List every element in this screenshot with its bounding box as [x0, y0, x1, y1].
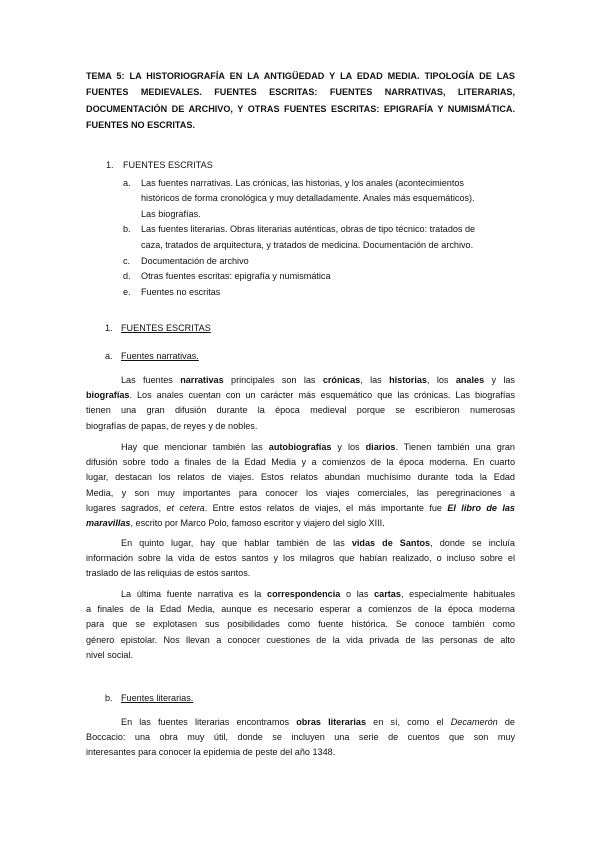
- paragraph-literarias: [86, 715, 515, 761]
- text-run: lugares sagrados,: [86, 502, 167, 513]
- paragraph-line: [86, 501, 515, 516]
- bold-text: correspondencia: [267, 589, 341, 599]
- outline-sub-number: c.: [123, 255, 131, 266]
- text-run: traslado de las reliquias de estos santos.: [86, 568, 251, 579]
- emphasis: [447, 503, 515, 513]
- paragraph-line: [86, 388, 515, 403]
- bold-text: obras literarias: [296, 717, 367, 727]
- paragraph-line: [86, 633, 515, 648]
- section-label: Fuentes narrativas.: [121, 351, 199, 361]
- section-number: 1.: [105, 323, 113, 333]
- text-run: , donde se incluía: [430, 538, 515, 548]
- text-run: interesantes para conocer la epidemia de peste del año 1348.: [86, 747, 336, 758]
- title-line: FUENTES NO ESCRITAS.: [86, 120, 195, 131]
- text-run: género epistolar. Nos llevan a conocer cuestiones de la vida privada de las personas de alto: [86, 634, 515, 645]
- outline-sub-text: Las biografías.: [141, 208, 201, 219]
- paragraph-line: [86, 470, 515, 485]
- text-run: principales son las: [223, 375, 323, 385]
- paragraph-line: [86, 455, 515, 470]
- paragraph-autobiografias: [86, 440, 515, 531]
- outline-sub-number: d.: [123, 271, 131, 282]
- text-run: para que se explotasen sus posibilidades como fuente histórica. Se conoce también como: [86, 619, 515, 630]
- paragraph-line: [86, 373, 515, 388]
- text-run: , los: [426, 375, 456, 385]
- title-line: DOCUMENTACIÓN DE ARCHIVO, Y OTRAS FUENTES ESCRITAS: EPIGRAFÍA Y NUMISMÁTICA.: [86, 103, 515, 114]
- bold-text: biografías: [86, 390, 130, 401]
- outline-sub-number: a.: [123, 178, 131, 188]
- text-run: Media, y son muy importantes para conocer los viajes comerciales, las peregrinaciones a: [86, 487, 515, 498]
- section-number: a.: [105, 351, 113, 361]
- paragraph-line: [86, 648, 515, 663]
- paragraph-line: [86, 617, 515, 632]
- text-run: En las fuentes literarias encontramos: [121, 717, 297, 727]
- paragraph-line: [86, 745, 515, 760]
- text-run: y las: [484, 375, 515, 385]
- paragraph-line: [86, 566, 515, 581]
- paragraph-line: [86, 602, 515, 617]
- text-run: . Los anales cuentan con un carácter más esquemático que las crónicas. Las biografías: [129, 390, 515, 401]
- outline-number: 1.: [106, 160, 114, 170]
- bold-text: historias: [389, 375, 427, 385]
- bold-italic-text: El libro de las: [447, 502, 515, 513]
- text-run: a finales de la Edad Media, aunque es necesario esperar a comienzos de la época moderna: [86, 604, 515, 615]
- text-run: en sí, como el: [366, 717, 451, 727]
- paragraph-line: [86, 551, 515, 566]
- title-line: FUENTES MEDIEVALES. FUENTES ESCRITAS: FUENTES NARRATIVAS, LITERARIAS,: [86, 87, 515, 98]
- paragraph-line: [86, 715, 515, 730]
- title-line: TEMA 5: LA HISTORIOGRAFÍA EN LA ANTIGÜEDAD Y LA EDAD MEDIA. TIPOLOGÍA DE LAS: [86, 71, 515, 81]
- paragraph-line: [86, 730, 515, 745]
- outline-label: FUENTES ESCRITAS: [123, 160, 213, 170]
- outline-sub-text: Fuentes no escritas: [141, 287, 221, 298]
- text-run: . Tienen también una gran: [395, 442, 515, 452]
- emphasis: [86, 518, 131, 528]
- paragraph-line: [86, 587, 515, 602]
- paragraph-correspondencia: [86, 587, 515, 663]
- text-run: tienen una gran difusión durante la época medieval porque se escribieron numerosas: [86, 405, 515, 416]
- text-run: La última fuente narrativa es la: [121, 589, 268, 599]
- outline-sub-text: Las fuentes literarias. Obras literarias auténticas, obras de tipo técnico: tratados de: [141, 224, 476, 235]
- paragraph-line: [86, 486, 515, 501]
- section-label: FUENTES ESCRITAS: [121, 323, 211, 333]
- paragraph-line: [86, 440, 515, 455]
- outline-sub-text: Las fuentes narrativas. Las crónicas, las historias, y los anales (acontecimientos: [141, 178, 464, 188]
- text-run: , escrito por Marco Polo, famoso escritor y viajero del siglo XIII.: [130, 518, 385, 529]
- text-run: , las: [360, 375, 390, 385]
- outline-sub-text: Documentación de archivo: [141, 255, 249, 266]
- italic-text: et cetera: [166, 502, 205, 513]
- paragraph-vidas-santos: [86, 536, 515, 582]
- bold-text: vidas de Santos: [351, 538, 431, 548]
- bold-italic-text: maravillas: [86, 518, 131, 529]
- text-run: biografías de papas, de reyes y de nobles.: [86, 420, 258, 431]
- text-run: . Entre estos relatos de viajes, el más importante fue: [204, 502, 448, 513]
- paragraph-line: [86, 403, 515, 418]
- text-run: y los: [331, 442, 366, 452]
- section-label: Fuentes literarias.: [121, 693, 194, 703]
- section-number: b.: [105, 693, 113, 703]
- text-run: difusión sobre todo a finales de la Edad Media y a comienzos de la época moderna. En cuarto: [86, 457, 515, 468]
- bold-text: diarios: [365, 442, 396, 452]
- section-heading-b: [105, 693, 193, 703]
- bold-text: autobiografías: [268, 442, 332, 452]
- text-run: En quinto lugar, hay que hablar también de las: [121, 538, 352, 548]
- bold-text: cartas: [374, 589, 401, 599]
- paragraph-line: [86, 536, 515, 551]
- outline-sub-text: históricos de forma cronológica y muy detalladamente. Anales más esquemáticos).: [141, 193, 475, 204]
- outline-sub-text: Otras fuentes escritas: epigrafía y numismática: [141, 271, 331, 282]
- document-title: [86, 68, 515, 134]
- section-heading-a: [105, 351, 199, 361]
- paragraph-narrativas: [86, 373, 515, 434]
- text-run: de: [497, 717, 515, 727]
- bold-text: crónicas: [322, 375, 361, 385]
- italic-text: Decamerón: [450, 717, 498, 727]
- outline-sub-number: e.: [123, 287, 131, 298]
- section-heading-1: [105, 323, 211, 333]
- text-run: información sobre la vida de estos santos y los milagros que habían realizado, o incluso sobre el: [86, 553, 515, 564]
- bold-text: anales: [455, 375, 485, 385]
- text-run: Hay que mencionar también las: [121, 442, 269, 452]
- text-run: Boccacio: una obra muy útil, donde se incluyen una serie de cuentos que son muy: [86, 732, 515, 743]
- paragraph-line: [86, 419, 515, 434]
- paragraph-line: [86, 516, 515, 531]
- text-run: lugar, destacan los relatos de viajes. Estos relatos abundan muchísimo durante toda la Edad: [86, 472, 515, 483]
- text-run: , especialmente habituales: [400, 589, 515, 599]
- outline-sub-number: b.: [123, 224, 131, 235]
- bold-text: narrativas: [180, 375, 224, 385]
- text-run: nivel social.: [86, 649, 134, 660]
- text-run: o las: [340, 589, 375, 599]
- outline-sub-text: caza, tratados de arquitectura, y tratados de medicina. Documentación de archivo.: [141, 239, 474, 250]
- text-run: Las fuentes: [121, 375, 181, 385]
